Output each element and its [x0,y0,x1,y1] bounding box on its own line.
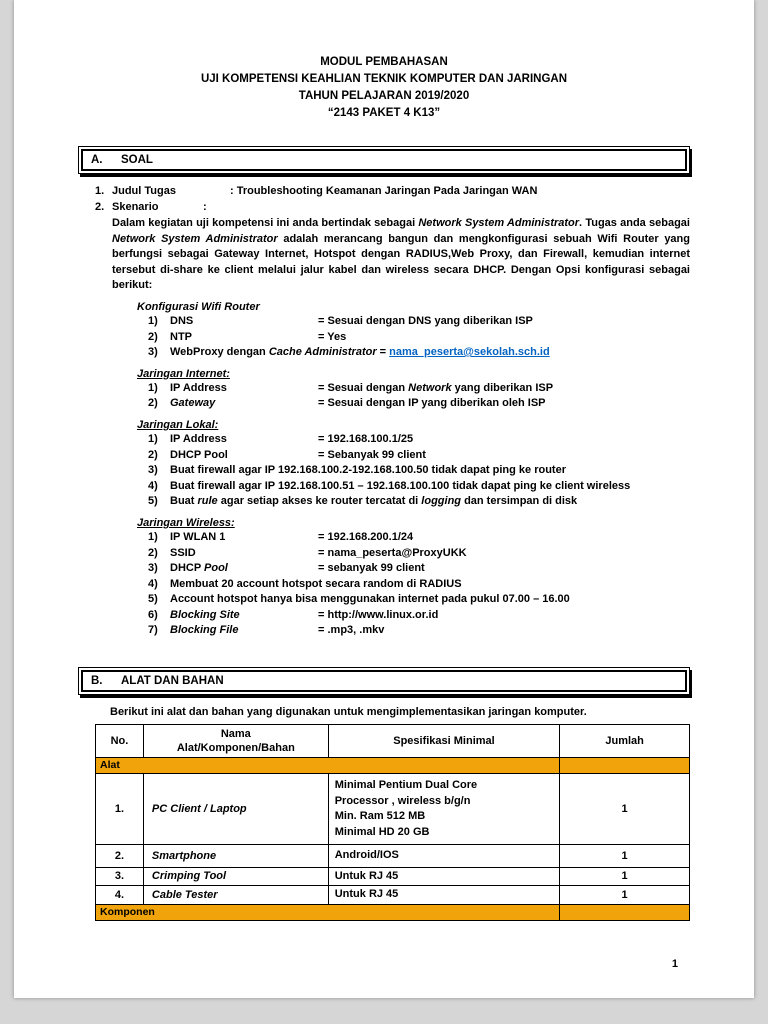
item-text-italic-2: logging [421,495,462,508]
lokal-item-4 [148,479,690,495]
item-name [170,396,318,412]
lokal-item-1 [148,432,690,448]
table-header-row [96,725,690,758]
skenario-colon: : [203,201,207,213]
item-name: DNS [170,314,194,327]
item-number: 2) [148,330,158,343]
item-number: 3) [148,346,158,359]
col-header-nama [143,725,328,758]
item-text-pre: Buat [170,495,198,508]
item-number: 1) [148,530,158,543]
judul-number: 1. [95,185,105,197]
spec-line-2: Processor , wireless b/g/n [334,794,471,807]
section-a-header-inner [81,149,687,171]
item-text: Membuat 20 account hotspot secara random di RADIUS [170,577,462,590]
item-value: = Sebanyak 99 client [318,448,426,461]
table-row-1 [96,774,690,845]
item-number: 2) [148,546,158,559]
wifi-router-heading: Konfigurasi Wifi Router [137,300,260,313]
group-label-alat: Alat [96,758,560,774]
cell-no: 2. [96,845,144,868]
col-header-nama-line1: Nama [220,728,251,741]
item-value: = Sesuai dengan DNS yang diberikan ISP [318,314,533,327]
item-number: 5) [148,593,158,606]
skenario-heading-row [95,199,690,215]
item-number: 7) [148,624,158,637]
section-b-letter: B. [91,675,103,688]
internet-item-1 [148,381,690,397]
item-name: IP Address [170,381,227,394]
title-line-2: UJI KOMPETENSI KEAHLIAN TEKNIK KOMPUTER DAN JARINGAN [200,73,568,85]
wireless-item-4 [148,577,690,593]
cell-jumlah: 1 [560,867,690,886]
item-name-italic: Blocking File [170,624,239,637]
spec-line-1: Minimal Pentium Dual Core [334,779,478,792]
item-value: = sebanyak 99 client [318,562,425,575]
cell-spec [328,774,560,845]
table-row-3 [96,867,690,886]
item-value: = Sesuai dengan IP yang diberikan oleh ISP [318,397,546,410]
item-number: 4) [148,479,158,492]
skenario-italic-2: Network System Administrator [112,232,278,245]
section-b-header-box [78,667,690,695]
item-number: 2) [148,448,158,461]
col-header-no: No. [96,725,144,758]
section-b-title: ALAT DAN BAHAN [121,675,224,688]
item-text-post: dan tersimpan di disk [461,495,578,508]
skenario-italic-1: Network System Administrator [418,217,580,229]
item-value: = http://www.linux.or.id [318,608,439,621]
spec-line-3: Min. Ram 512 MB [334,810,426,823]
item-equals: = [376,346,390,359]
group-row-empty-cell [560,758,690,774]
title-line-3: TAHUN PELAJARAN 2019/2020 [298,90,470,102]
cell-jumlah: 1 [560,886,690,905]
skenario-text-1: Dalam kegiatan uji kompetensi ini anda bertindak sebagai [112,217,419,229]
item-name: IP Address [170,432,227,445]
item-number: 4) [148,577,158,590]
wireless-item-3 [148,561,690,577]
item-number: 3) [148,562,158,575]
item-value [318,381,690,397]
item-number: 6) [148,608,158,621]
section-a-body [78,183,690,639]
jaringan-wireless-heading: Jaringan Wireless: [137,516,235,529]
wireless-item-2 [148,546,690,562]
item-text-italic: Cache Administrator [268,346,377,359]
table-group-row-komponen [96,904,690,920]
group-label-komponen: Komponen [96,904,560,920]
cell-no: 1. [96,774,144,845]
section-b-header-inner [81,670,687,692]
judul-tugas-row [95,183,690,199]
item-name [170,561,318,577]
wifi-router-item-1 [148,314,690,330]
document-page [14,0,754,998]
item-name [170,623,318,639]
wireless-item-6 [148,608,690,624]
wifi-router-item-2 [148,330,690,346]
cell-no: 3. [96,867,144,886]
item-text [170,494,690,510]
skenario-label: Skenario [112,201,159,213]
cell-nama [143,845,328,868]
internet-item-2 [148,396,690,412]
cell-spec: Android/IOS [328,845,560,868]
item-number: 2) [148,397,158,410]
cell-nama-italic: Cable Tester [151,888,218,901]
table-row-4 [96,886,690,905]
cell-jumlah: 1 [560,774,690,845]
table-group-row-alat [96,758,690,774]
cell-nama [143,774,328,845]
cell-no: 4. [96,886,144,905]
spec-line-4: Minimal HD 20 GB [334,825,430,838]
group-row-empty-cell [560,904,690,920]
wifi-router-item-3 [148,345,690,361]
item-text-pre: WebProxy dengan [170,346,269,359]
wireless-item-1 [148,530,690,546]
cell-spec: Untuk RJ 45 [328,886,560,905]
item-value-italic: Network [408,381,452,394]
col-header-jumlah: Jumlah [560,725,690,758]
item-name: NTP [170,330,192,343]
item-text-italic-1: rule [197,495,218,508]
cell-nama [143,867,328,886]
item-number: 1) [148,381,158,394]
item-text: Account hotspot hanya bisa menggunakan internet pada pukul 07.00 – 16.00 [170,593,570,606]
cell-nama-italic: PC Client / Laptop [151,803,247,816]
item-name [170,608,318,624]
item-value: = .mp3, .mkv [318,624,385,637]
table-row-2 [96,845,690,868]
judul-label: Judul Tugas [112,185,176,197]
lokal-item-2 [148,448,690,464]
page-content [14,0,754,921]
item-text: Buat firewall agar IP 192.168.100.2-192.168.100.50 tidak dapat ping ke router [170,464,566,477]
judul-value: : Troubleshooting Keamanan Jaringan Pada Jaringan WAN [230,185,538,197]
item-name: IP WLAN 1 [170,530,226,543]
title-line-4: “2143 PAKET 4 K13” [327,107,441,119]
item-value-post: yang diberikan ISP [451,381,554,394]
item-name-pre: DHCP [170,562,205,575]
item-value: = nama_peserta@ProxyUKK [318,546,467,559]
cell-nama [143,886,328,905]
skenario-number: 2. [95,201,105,213]
wireless-item-7 [148,623,690,639]
item-name-italic: Blocking Site [170,608,240,621]
document-title-block [78,54,690,122]
cell-nama-italic: Smartphone [151,849,217,862]
section-a-header-box [78,146,690,174]
lokal-item-3 [148,463,690,479]
alat-bahan-table [95,724,690,921]
item-name: SSID [170,546,196,559]
item-number: 5) [148,495,158,508]
item-text [170,345,690,361]
jaringan-internet-heading: Jaringan Internet: [137,367,230,380]
skenario-paragraph [112,216,690,294]
title-line-1: MODUL PEMBAHASAN [320,56,448,68]
item-value: = 192.168.200.1/24 [318,530,414,543]
item-value: = 192.168.100.1/25 [318,432,414,445]
jaringan-lokal-heading: Jaringan Lokal: [137,418,219,431]
cell-nama-italic: Crimping Tool [151,870,227,883]
item-number: 3) [148,464,158,477]
item-name-italic: Pool [204,562,228,575]
lokal-item-5 [148,494,690,510]
wireless-item-5 [148,592,690,608]
skenario-text-3: adalah merancang bangun dan mengkonfigurasi sebuah Wifi Router yang berfungsi sebagai Gateway Internet, Hotspot dengan RADIUS,Web Proxy, dan Firewall, kemudian internet tersebut di-share ke client melalui jalur kabel dan wireless secara DHCP. Dengan Opsi konfigurasi sebagai berikut: [112,232,690,292]
col-header-nama-line2: Alat/Komponen/Bahan [176,742,295,755]
skenario-text-2: . Tugas anda sebagai [579,217,690,229]
section-a-letter: A. [91,154,103,166]
alat-bahan-intro: Berikut ini alat dan bahan yang digunakan untuk mengimplementasikan jaringan komputer. [110,706,587,719]
item-name: DHCP Pool [170,448,228,461]
cell-spec: Untuk RJ 45 [328,867,560,886]
section-a-title: SOAL [121,154,153,166]
item-number: 1) [148,314,158,327]
item-name-italic: Gateway [170,397,216,410]
item-text: Buat firewall agar IP 192.168.100.51 – 192.168.100.100 tidak dapat ping ke client wireless [170,479,631,492]
page-number: 1 [671,958,678,970]
item-text-mid: agar setiap akses ke router tercatat di [217,495,422,508]
item-number: 1) [148,432,158,445]
cell-jumlah: 1 [560,845,690,868]
item-value-pre: = Sesuai dengan [318,381,409,394]
item-value: = Yes [318,330,347,343]
col-header-spec: Spesifikasi Minimal [328,725,560,758]
email-link[interactable]: nama_peserta@sekolah.sch.id [389,346,550,359]
